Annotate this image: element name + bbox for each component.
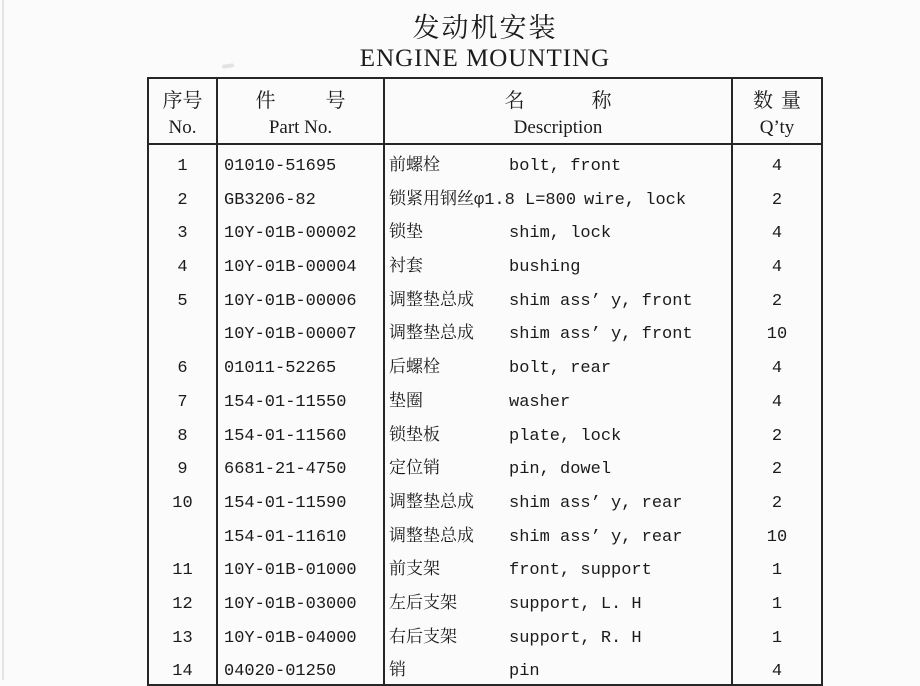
row-description (385, 246, 733, 280)
row-description (385, 549, 733, 583)
row-no: 12 (149, 583, 218, 617)
table-row (149, 448, 821, 482)
col-header-no (149, 79, 218, 143)
table-row (149, 549, 821, 583)
row-no: 2 (149, 179, 218, 213)
row-name-english: front, support (509, 561, 652, 581)
row-part-no: 04020-01250 (218, 650, 385, 684)
row-qty: 1 (771, 594, 783, 614)
row-name-chinese: 锁紧用钢丝φ1.8 L=800 (389, 190, 577, 210)
row-description (385, 583, 733, 617)
row-description (385, 482, 733, 516)
row-description (385, 280, 733, 314)
row-no: 13 (149, 617, 218, 651)
table-row (149, 516, 821, 550)
page-title-chinese: 发动机安装 (412, 13, 558, 43)
row-part-no: 154-01-11550 (218, 381, 385, 415)
row-name-chinese: 左后支架 (389, 594, 457, 614)
row-name-chinese: 垫圈 (389, 392, 423, 412)
row-qty: 4 (771, 258, 783, 278)
row-no: 4 (149, 246, 218, 280)
col-header-part-en: Part No. (268, 117, 333, 138)
row-name-chinese: 后螺栓 (389, 359, 440, 379)
table-row (149, 145, 821, 179)
row-name-english: bolt, rear (509, 359, 612, 379)
row-no: 6 (149, 347, 218, 381)
row-qty: 10 (766, 325, 788, 345)
col-header-desc-cn: 名 称 (504, 90, 612, 112)
col-header-description (385, 79, 733, 143)
table-header-row (149, 79, 821, 145)
col-header-qty-cn: 数 量 (753, 90, 801, 112)
row-name-chinese: 调整垫总成 (389, 527, 474, 547)
table-row (149, 179, 821, 213)
col-header-desc-en: Description (513, 117, 603, 138)
row-qty: 10 (766, 527, 788, 547)
row-name-english: shim ass’ y, rear (509, 527, 683, 547)
row-qty: 4 (771, 359, 783, 379)
row-description (385, 179, 733, 213)
row-no: 11 (149, 549, 218, 583)
parts-table (147, 77, 823, 686)
table-row (149, 347, 821, 381)
row-name-chinese: 锁垫板 (389, 426, 440, 446)
row-part-no: 01010-51695 (218, 145, 385, 179)
row-qty: 4 (771, 224, 783, 244)
table-row (149, 246, 821, 280)
row-description (385, 145, 733, 179)
row-name-chinese: 前螺栓 (389, 157, 440, 176)
row-qty: 1 (771, 561, 783, 581)
row-no (149, 516, 218, 550)
col-header-qty-en: Q’ty (759, 117, 795, 138)
row-name-english: bolt, front (509, 157, 622, 176)
row-qty: 4 (771, 392, 783, 412)
row-name-english: plate, lock (509, 426, 622, 446)
row-part-no: 10Y-01B-04000 (218, 617, 385, 651)
row-name-english: bushing (509, 258, 581, 278)
table-row (149, 482, 821, 516)
col-header-part-no (218, 79, 385, 143)
row-no: 5 (149, 280, 218, 314)
row-part-no: 154-01-11610 (218, 516, 385, 550)
row-description (385, 313, 733, 347)
row-description (385, 381, 733, 415)
row-name-english: pin, dowel (509, 460, 612, 480)
row-qty: 1 (771, 628, 783, 648)
row-description (385, 516, 733, 550)
row-name-chinese: 右后支架 (389, 628, 457, 648)
row-no: 3 (149, 212, 218, 246)
row-name-english: shim ass’ y, rear (509, 493, 683, 513)
page-title-english: ENGINE MOUNTING (359, 45, 611, 72)
table-row (149, 617, 821, 651)
row-name-chinese: 定位销 (389, 460, 440, 480)
row-qty: 4 (771, 157, 783, 176)
col-header-qty (733, 79, 821, 143)
row-part-no: GB3206-82 (218, 179, 385, 213)
row-name-english: shim ass’ y, front (509, 325, 693, 345)
row-part-no: 01011-52265 (218, 347, 385, 381)
row-name-english: pin (509, 662, 540, 682)
row-part-no: 154-01-11560 (218, 415, 385, 449)
row-qty: 2 (771, 426, 783, 446)
row-part-no: 10Y-01B-00007 (218, 313, 385, 347)
row-name-english: wire, lock (584, 190, 687, 210)
table-row (149, 313, 821, 347)
row-name-chinese: 前支架 (389, 561, 440, 581)
row-part-no: 10Y-01B-00004 (218, 246, 385, 280)
row-description (385, 212, 733, 246)
col-header-part-cn: 件 号 (255, 90, 346, 112)
row-no: 8 (149, 415, 218, 449)
row-part-no: 10Y-01B-00006 (218, 280, 385, 314)
scan-edge-artifact (2, 0, 4, 680)
table-body (149, 145, 821, 684)
row-name-chinese: 调整垫总成 (389, 493, 474, 513)
col-header-no-en: No. (168, 117, 197, 138)
row-description (385, 617, 733, 651)
row-name-chinese: 衬套 (389, 258, 423, 278)
row-no: 9 (149, 448, 218, 482)
table-row (149, 583, 821, 617)
row-description (385, 347, 733, 381)
row-description (385, 448, 733, 482)
row-name-english: shim ass’ y, front (509, 291, 693, 311)
row-part-no: 10Y-01B-00002 (218, 212, 385, 246)
row-no: 1 (149, 145, 218, 179)
col-header-no-cn: 序号 (162, 90, 203, 112)
table-row (149, 415, 821, 449)
row-qty: 2 (771, 190, 783, 210)
row-no (149, 313, 218, 347)
table-row (149, 212, 821, 246)
row-qty: 2 (771, 493, 783, 513)
row-name-english: washer (509, 392, 571, 412)
row-name-chinese: 调整垫总成 (389, 291, 474, 311)
row-name-chinese: 销 (389, 662, 406, 682)
row-name-english: support, R. H (509, 628, 642, 648)
row-qty: 2 (771, 291, 783, 311)
row-no: 7 (149, 381, 218, 415)
row-qty: 4 (771, 662, 783, 682)
row-name-english: support, L. H (509, 594, 642, 614)
row-no: 10 (149, 482, 218, 516)
row-qty: 2 (771, 460, 783, 480)
row-description (385, 415, 733, 449)
row-part-no: 10Y-01B-01000 (218, 549, 385, 583)
row-name-english: shim, lock (509, 224, 612, 244)
table-row (149, 280, 821, 314)
table-row (149, 650, 821, 684)
row-description (385, 650, 733, 684)
table-row (149, 381, 821, 415)
row-part-no: 10Y-01B-03000 (218, 583, 385, 617)
row-name-chinese: 调整垫总成 (389, 325, 474, 345)
row-name-chinese: 锁垫 (389, 224, 423, 244)
row-no: 14 (149, 650, 218, 684)
row-part-no: 154-01-11590 (218, 482, 385, 516)
row-part-no: 6681-21-4750 (218, 448, 385, 482)
